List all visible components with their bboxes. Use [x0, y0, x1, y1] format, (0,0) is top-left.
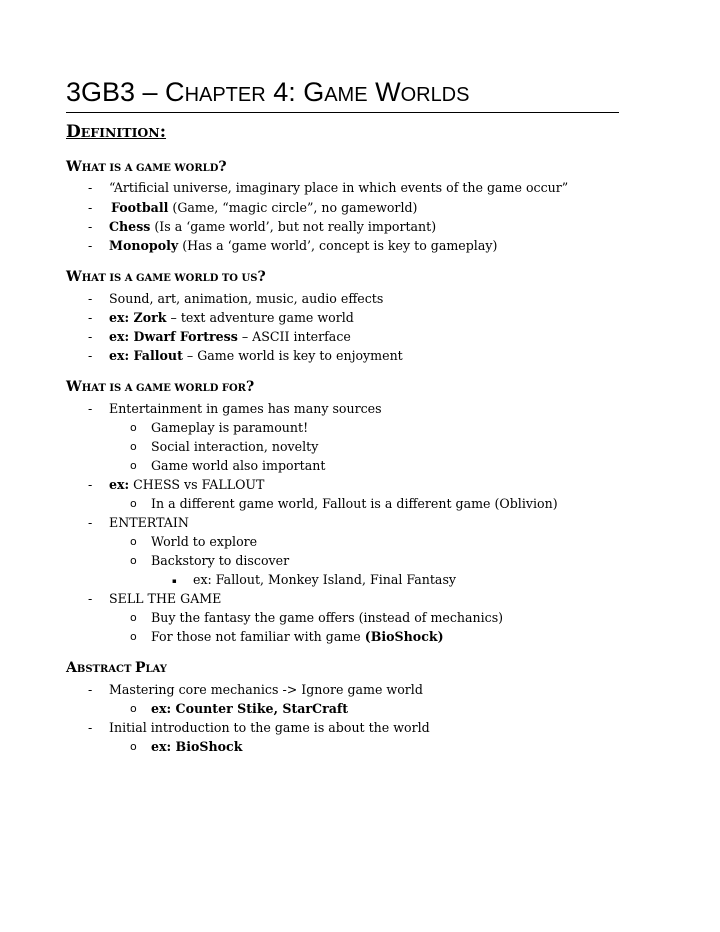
- circle-bullet-icon: o: [130, 611, 137, 624]
- section-heading-to-us: WHAT IS A GAME WORLD TO US?: [66, 269, 266, 285]
- dash-marker: -: [88, 591, 93, 606]
- square-bullet-icon: ▪: [172, 577, 177, 585]
- list-item: Buy the fantasy the game offers (instead of mechanics): [151, 610, 504, 625]
- dash-marker: -: [88, 348, 93, 363]
- dash-marker: -: [88, 682, 93, 697]
- list-item: ex: Counter Stike, StarCraft: [151, 701, 349, 716]
- definition-heading: DEFINITION:: [66, 122, 167, 142]
- dash-marker: -: [88, 200, 93, 215]
- list-item: Sound, art, animation, music, audio effects: [109, 291, 384, 306]
- section-heading-abstract-play: ABSTRACT PLAY: [66, 660, 167, 676]
- list-item: ex: Fallout, Monkey Island, Final Fantasy: [193, 572, 457, 587]
- list-item: Game world also important: [151, 458, 326, 473]
- dash-marker: -: [88, 515, 93, 530]
- list-item: Chess (Is a ‘game world’, but not really important): [109, 219, 437, 234]
- dash-marker: -: [88, 329, 93, 344]
- dash-marker: -: [88, 401, 93, 416]
- circle-bullet-icon: o: [130, 535, 137, 548]
- list-item: Mastering core mechanics -> Ignore game world: [109, 682, 423, 697]
- list-item: Gameplay is paramount!: [151, 420, 309, 435]
- list-item: ex: BioShock: [151, 739, 243, 754]
- section-heading-what-is: WHAT IS A GAME WORLD?: [66, 159, 227, 175]
- section-heading-for: WHAT IS A GAME WORLD FOR?: [66, 379, 255, 395]
- list-item: For those not familiar with game (BioShock): [151, 629, 444, 644]
- list-item: ex: CHESS vs FALLOUT: [109, 477, 265, 492]
- dash-marker: -: [88, 310, 93, 325]
- circle-bullet-icon: o: [130, 702, 137, 715]
- dash-marker: -: [88, 238, 93, 253]
- circle-bullet-icon: o: [130, 740, 137, 753]
- list-item: ex: Zork – text adventure game world: [109, 310, 354, 325]
- circle-bullet-icon: o: [130, 459, 137, 472]
- dash-marker: -: [88, 291, 93, 306]
- circle-bullet-icon: o: [130, 630, 137, 643]
- list-item: Football (Game, “magic circle”, no gameworld): [111, 200, 418, 215]
- dash-marker: -: [88, 720, 93, 735]
- list-item: Initial introduction to the game is about the world: [109, 720, 430, 735]
- list-item: In a different game world, Fallout is a different game (Oblivion): [151, 496, 558, 511]
- list-item: Backstory to discover: [151, 553, 290, 568]
- circle-bullet-icon: o: [130, 554, 137, 567]
- list-item: Social interaction, novelty: [151, 439, 319, 454]
- list-item: “Artificial universe, imaginary place in which events of the game occur”: [109, 180, 569, 195]
- list-item: ex: Dwarf Fortress – ASCII interface: [109, 329, 351, 344]
- list-item: Monopoly (Has a ‘game world’, concept is key to gameplay): [109, 238, 498, 253]
- list-item: SELL THE GAME: [109, 591, 222, 606]
- dash-marker: -: [88, 180, 93, 195]
- list-item: ex: Fallout – Game world is key to enjoyment: [109, 348, 403, 363]
- list-item: ENTERTAIN: [109, 515, 189, 530]
- circle-bullet-icon: o: [130, 440, 137, 453]
- circle-bullet-icon: o: [130, 497, 137, 510]
- list-item: Entertainment in games has many sources: [109, 401, 382, 416]
- page-title: 3GB3 – CHAPTER 4: GAME WORLDS: [66, 76, 619, 113]
- dash-marker: -: [88, 219, 93, 234]
- circle-bullet-icon: o: [130, 421, 137, 434]
- list-item: World to explore: [151, 534, 258, 549]
- dash-marker: -: [88, 477, 93, 492]
